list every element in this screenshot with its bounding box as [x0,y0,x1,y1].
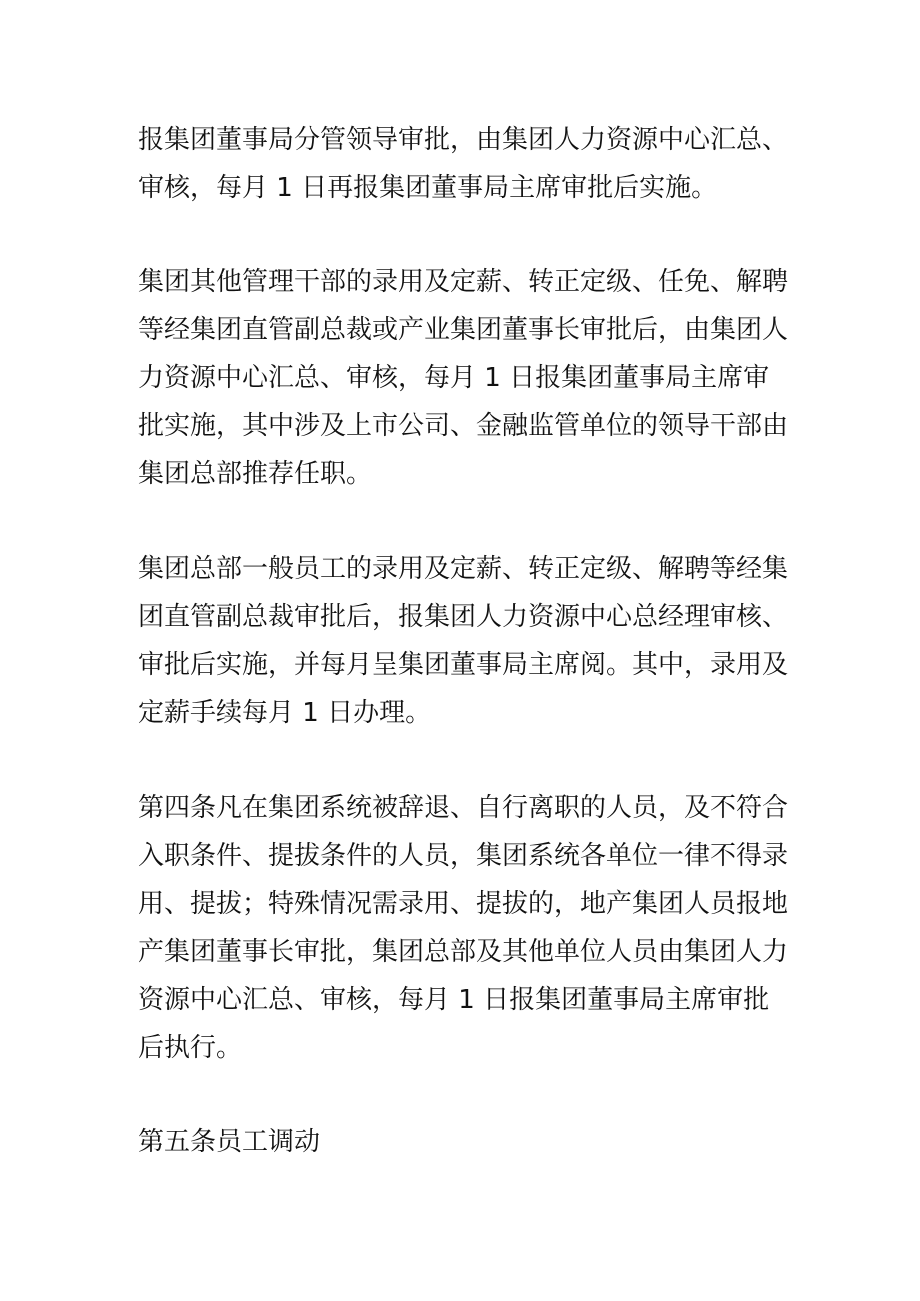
paragraph-article-four [138,784,798,1072]
text-line: 力资源中心汇总、审核，每月 1 日报集团董事局主席审 [138,363,770,393]
text-line: 后执行。 [138,1033,243,1063]
text-line: 集团总部一般员工的录用及定薪、转正定级、解聘等经集 [138,554,789,584]
paragraph-general-staff [138,545,798,737]
text-line: 等经集团直管副总裁或产业集团董事长审批后，由集团人 [138,315,789,345]
text-line: 团直管副总裁审批后，报集团人力资源中心总经理审核、 [138,602,789,632]
text-line: 第四条凡在集团系统被辞退、自行离职的人员，及不符合 [138,793,789,823]
text-line: 入职条件、提拔条件的人员，集团系统各单位一律不得录 [138,841,789,871]
paragraph-other-managers [138,258,798,498]
paragraph-approval-continuation [138,116,798,212]
text-line: 资源中心汇总、审核，每月 1 日报集团董事局主席审批 [138,985,770,1015]
paragraph-article-five-heading [138,1118,798,1166]
text-line: 审核，每月 1 日再报集团董事局主席审批后实施。 [138,173,718,203]
text-line: 用、提拔；特殊情况需录用、提拔的，地产集团人员报地 [138,889,789,919]
text-line: 集团总部推荐任职。 [138,459,373,489]
text-line: 产集团董事长审批，集团总部及其他单位人员由集团人力 [138,937,789,967]
text-line: 集团其他管理干部的录用及定薪、转正定级、任免、解聘 [138,267,789,297]
text-line: 定薪手续每月 1 日办理。 [138,698,432,728]
text-line: 批实施，其中涉及上市公司、金融监管单位的领导干部由 [138,411,789,441]
text-line: 报集团董事局分管领导审批，由集团人力资源中心汇总、 [138,125,789,155]
text-line: 审批后实施，并每月呈集团董事局主席阅。其中，录用及 [138,650,789,680]
text-line: 第五条员工调动 [138,1127,321,1157]
